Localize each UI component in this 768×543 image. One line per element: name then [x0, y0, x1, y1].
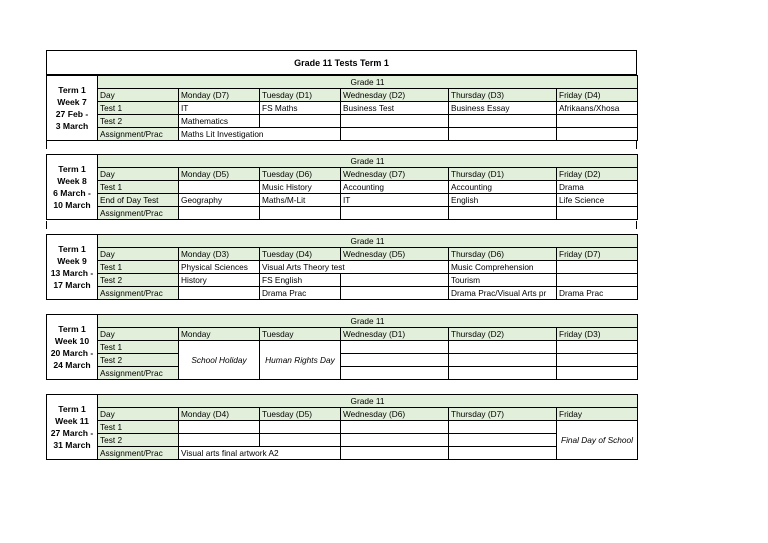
table-cell: FS English — [260, 274, 341, 287]
table-cell: Tourism — [449, 274, 557, 287]
day-header: Wednesday (D6) — [341, 408, 449, 421]
week-10-table — [46, 314, 638, 380]
day-header: Friday (D2) — [557, 168, 638, 181]
day-header: Day — [98, 168, 179, 181]
week-8-table — [46, 154, 638, 220]
table-cell — [341, 341, 449, 354]
table-cell — [449, 115, 557, 128]
table-cell: IT — [341, 194, 449, 207]
day-header: Wednesday (D2) — [341, 89, 449, 102]
week-11-table — [46, 394, 638, 460]
day-header: Thursday (D3) — [449, 89, 557, 102]
table-cell — [260, 434, 341, 447]
table-cell — [557, 354, 638, 367]
day-header: Day — [98, 328, 179, 341]
table-cell: Accounting — [341, 181, 449, 194]
table-cell — [179, 421, 260, 434]
week-label: Term 1 Week 8 6 March - 10 March — [47, 155, 98, 220]
grade-header: Grade 11 — [98, 315, 638, 328]
grade-header: Grade 11 — [98, 155, 638, 168]
day-header: Friday (D4) — [557, 89, 638, 102]
page-title: Grade 11 Tests Term 1 — [46, 50, 637, 75]
table-cell — [341, 287, 449, 300]
table-cell — [179, 207, 260, 220]
day-header: Tuesday (D5) — [260, 408, 341, 421]
table-cell — [341, 367, 449, 380]
table-cell — [260, 207, 341, 220]
row-label: Test 1 — [98, 102, 179, 115]
row-label: Test 2 — [98, 434, 179, 447]
final-day-note: Final Day of School — [557, 421, 638, 460]
day-header: Monday (D5) — [179, 168, 260, 181]
row-label: Assignment/Prac — [98, 128, 179, 141]
table-cell — [341, 447, 449, 460]
table-cell — [449, 128, 557, 141]
day-header: Wednesday (D1) — [341, 328, 449, 341]
row-label: Test 1 — [98, 341, 179, 354]
table-cell — [557, 341, 638, 354]
table-cell — [179, 181, 260, 194]
row-label: Assignment/Prac — [98, 367, 179, 380]
table-cell — [449, 207, 557, 220]
table-cell — [341, 354, 449, 367]
table-cell: Business Test — [341, 102, 449, 115]
day-header: Day — [98, 248, 179, 261]
week-9-table — [46, 234, 638, 300]
week-7-table — [46, 75, 638, 141]
row-label: Assignment/Prac — [98, 287, 179, 300]
table-cell: Drama — [557, 181, 638, 194]
row-label: Test 2 — [98, 274, 179, 287]
table-cell: Accounting — [449, 181, 557, 194]
day-header: Wednesday (D5) — [341, 248, 449, 261]
day-header: Thursday (D2) — [449, 328, 557, 341]
grade-header: Grade 11 — [98, 395, 638, 408]
table-cell — [179, 287, 260, 300]
grade-header: Grade 11 — [98, 235, 638, 248]
week-spacer — [46, 221, 637, 229]
table-cell — [449, 434, 557, 447]
day-header: Tuesday — [260, 328, 341, 341]
day-header: Friday — [557, 408, 638, 421]
day-header: Day — [98, 408, 179, 421]
table-cell: English — [449, 194, 557, 207]
day-header: Friday (D3) — [557, 328, 638, 341]
table-cell — [449, 421, 557, 434]
row-label: Assignment/Prac — [98, 207, 179, 220]
row-label: Test 1 — [98, 261, 179, 274]
table-cell: Music History — [260, 181, 341, 194]
table-cell — [341, 434, 449, 447]
table-cell: History — [179, 274, 260, 287]
table-cell — [260, 421, 341, 434]
week-label: Term 1 Week 9 13 March - 17 March — [47, 235, 98, 300]
table-cell — [341, 274, 449, 287]
table-cell — [557, 128, 638, 141]
table-cell — [557, 261, 638, 274]
table-cell: Maths Lit Investigation — [179, 128, 341, 141]
day-header: Monday (D3) — [179, 248, 260, 261]
day-header: Monday (D7) — [179, 89, 260, 102]
table-cell — [557, 207, 638, 220]
day-header: Day — [98, 89, 179, 102]
table-cell: Life Science — [557, 194, 638, 207]
table-cell — [557, 274, 638, 287]
week-label: Term 1 Week 10 20 March - 24 March — [47, 315, 98, 380]
table-cell — [179, 434, 260, 447]
row-label: Test 1 — [98, 421, 179, 434]
row-label: Test 2 — [98, 354, 179, 367]
table-cell — [341, 421, 449, 434]
table-cell — [449, 447, 557, 460]
table-cell: Music Comprehension — [449, 261, 557, 274]
table-cell: Physical Sciences — [179, 261, 260, 274]
day-header: Monday — [179, 328, 260, 341]
day-header: Thursday (D1) — [449, 168, 557, 181]
table-cell — [341, 207, 449, 220]
table-cell: Business Essay — [449, 102, 557, 115]
table-cell: Visual Arts Theory test — [260, 261, 449, 274]
table-cell — [449, 354, 557, 367]
row-label: Test 2 — [98, 115, 179, 128]
table-cell: Drama Prac — [260, 287, 341, 300]
table-cell: Mathematics — [179, 115, 260, 128]
week-label: Term 1 Week 7 27 Feb - 3 March — [47, 76, 98, 141]
table-cell — [557, 115, 638, 128]
day-header: Tuesday (D6) — [260, 168, 341, 181]
day-header: Tuesday (D4) — [260, 248, 341, 261]
day-header: Thursday (D6) — [449, 248, 557, 261]
week-spacer — [46, 141, 637, 149]
row-label: Assignment/Prac — [98, 447, 179, 460]
grade-header: Grade 11 — [98, 76, 638, 89]
table-cell — [557, 367, 638, 380]
table-cell — [449, 341, 557, 354]
table-cell: Visual arts final artwork A2 — [179, 447, 341, 460]
day-header: Wednesday (D7) — [341, 168, 449, 181]
row-label: End of Day Test — [98, 194, 179, 207]
table-cell: FS Maths — [260, 102, 341, 115]
table-cell — [260, 115, 341, 128]
row-label: Test 1 — [98, 181, 179, 194]
table-cell: Drama Prac — [557, 287, 638, 300]
table-cell: Geography — [179, 194, 260, 207]
day-header: Tuesday (D1) — [260, 89, 341, 102]
week-label: Term 1 Week 11 27 March - 31 March — [47, 395, 98, 460]
table-cell: IT — [179, 102, 260, 115]
day-header: Monday (D4) — [179, 408, 260, 421]
school-holiday-note: School Holiday — [179, 341, 260, 380]
table-cell: Maths/M-Lit — [260, 194, 341, 207]
day-header: Thursday (D7) — [449, 408, 557, 421]
table-cell: Drama Prac/Visual Arts pr — [449, 287, 557, 300]
table-cell: Afrikaans/Xhosa — [557, 102, 638, 115]
table-cell — [341, 115, 449, 128]
human-rights-day-note: Human Rights Day — [260, 341, 341, 380]
table-cell — [341, 128, 449, 141]
day-header: Friday (D7) — [557, 248, 638, 261]
table-cell — [449, 367, 557, 380]
